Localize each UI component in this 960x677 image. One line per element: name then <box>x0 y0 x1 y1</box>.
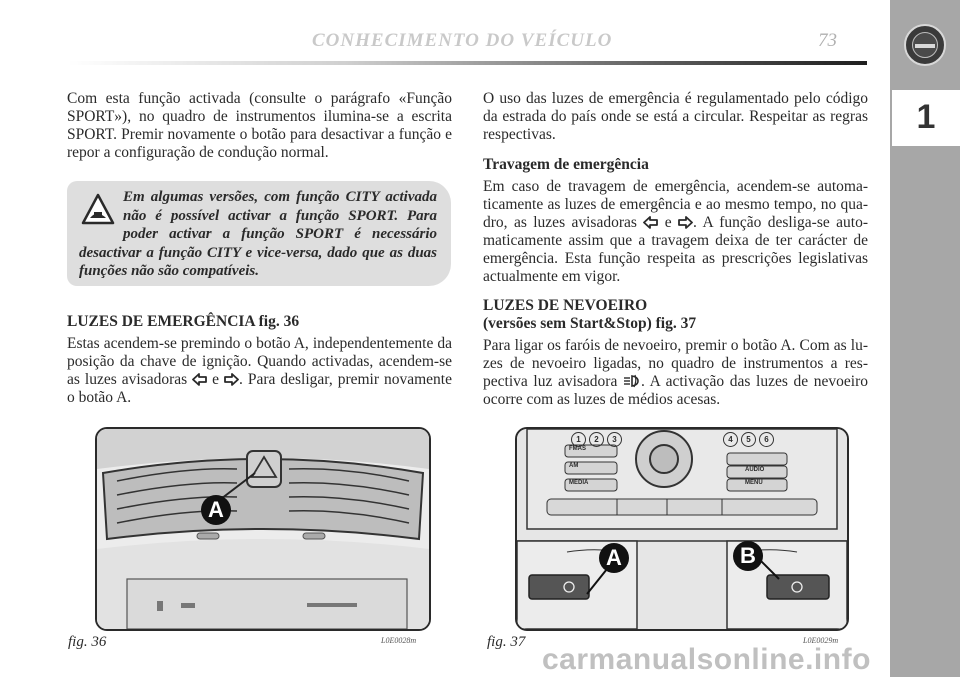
braking-text-1: Em caso de travagem de emergência, acendem-se automaticamente as luzes de emergência e ao mesmo tempo, no quadro, as luzes avisadoras <box>483 178 868 231</box>
braking-paragraph <box>483 178 868 286</box>
figure-36-code: L0E0028m <box>381 636 417 645</box>
right-arrow-indicator-icon <box>224 373 239 386</box>
watermark: carmanualsonline.info <box>542 643 871 676</box>
hazard-text-2: . Para desligar, premir novamente o botão A. <box>67 371 452 406</box>
hazard-paragraph <box>67 335 452 407</box>
label-a-badge: A <box>201 495 231 525</box>
chapter-number: 1 <box>916 98 936 136</box>
braking-text-2: . A função desliga-se automaticamente assim que a travagem deixa de ter carácter de emergência. Esta função respeita as prescrições legislativas actualmente em vigor. <box>483 214 869 285</box>
fog-text-1: Para ligar os faróis de nevoeiro, premir o botão A. Com as luzes de nevoeiro ligadas, no quadro de instrumentos a respectiva luz avisadora <box>483 337 868 390</box>
front-fog-light-icon <box>623 374 641 388</box>
label-a-badge: A <box>599 543 629 573</box>
console-labels-right <box>745 467 785 493</box>
warning-box <box>67 181 451 286</box>
braking-and: e <box>664 214 672 231</box>
hazard-section <box>67 313 452 407</box>
preset-button-5: 5 <box>741 432 756 447</box>
preset-buttons-left <box>571 432 622 447</box>
hazard-and: e <box>212 371 220 388</box>
label-menu: MENU <box>745 480 763 486</box>
label-fmas: FMAS <box>569 446 586 452</box>
preset-buttons-right <box>723 432 774 447</box>
warning-text: Em algumas versões, com função CITY activada não é possível activar a função SPORT. Para poder activar a função SPORT é necessário desactivar a função CITY e vice-versa, dado que as duas funções não são compatíveis. <box>79 189 437 279</box>
figure-36-hazard-button <box>95 427 431 631</box>
braking-heading: Travagem de emergência <box>483 156 649 173</box>
label-audio: AUDIO <box>745 467 765 473</box>
right-arrow-indicator-icon <box>678 216 693 229</box>
console-labels-left <box>569 446 613 497</box>
fog-heading-2: (versões sem Start&Stop) fig. 37 <box>483 315 697 332</box>
figure-36-caption: fig. 36 <box>68 634 107 650</box>
regulation-paragraph: O uso das luzes de emergência é regulamentado pelo código da estrada do país onde se está a circular. Respeitar as regras respectivas. <box>483 90 868 143</box>
hazard-text-1: Estas acendem-se premindo o botão A, independentemente da posição da chave de ignição. Quando activadas, acendem-se as luzes avisadoras <box>67 335 452 388</box>
brand-logo <box>904 24 946 66</box>
preset-button-3: 3 <box>607 432 622 447</box>
chapter-box <box>892 90 960 146</box>
header-rule <box>68 61 867 65</box>
intro-paragraph: Com esta função activada (consulte o parágrafo «Função SPORT»), no quadro de instrumentos ilumina-se a escrita SPORT. Premir novamente o botão para desactivar a função e repor a configuração de condução normal. <box>67 90 452 161</box>
logo-shield-icon <box>912 32 938 58</box>
left-arrow-indicator-icon <box>643 216 658 229</box>
preset-button-6: 6 <box>759 432 774 447</box>
preset-button-4: 4 <box>723 432 738 447</box>
fog-heading-1: LUZES DE NEVOEIRO <box>483 297 648 314</box>
left-column <box>67 90 452 162</box>
page-number: 73 <box>818 30 837 51</box>
hazard-heading: LUZES DE EMERGÊNCIA fig. 36 <box>67 313 300 330</box>
preset-button-1: 1 <box>571 432 586 447</box>
left-arrow-indicator-icon <box>192 373 207 386</box>
right-column <box>483 90 868 409</box>
figure-37-code: L0E0029m <box>803 636 839 645</box>
fog-paragraph <box>483 337 868 409</box>
fog-text-2: . A activação das luzes de nevoeiro ocorre com as luzes de médios acesas. <box>483 373 869 408</box>
label-media: MEDIA <box>569 480 589 486</box>
label-b-badge: B <box>733 541 763 571</box>
preset-button-2: 2 <box>589 432 604 447</box>
page-title: CONHECIMENTO DO VEÍCULO <box>312 30 613 51</box>
console-illustration <box>517 429 847 629</box>
label-am: AM <box>569 463 579 469</box>
dashboard-vent-illustration <box>97 429 429 629</box>
figure-37-fog-buttons <box>515 427 849 631</box>
figure-37-caption: fig. 37 <box>487 634 526 650</box>
